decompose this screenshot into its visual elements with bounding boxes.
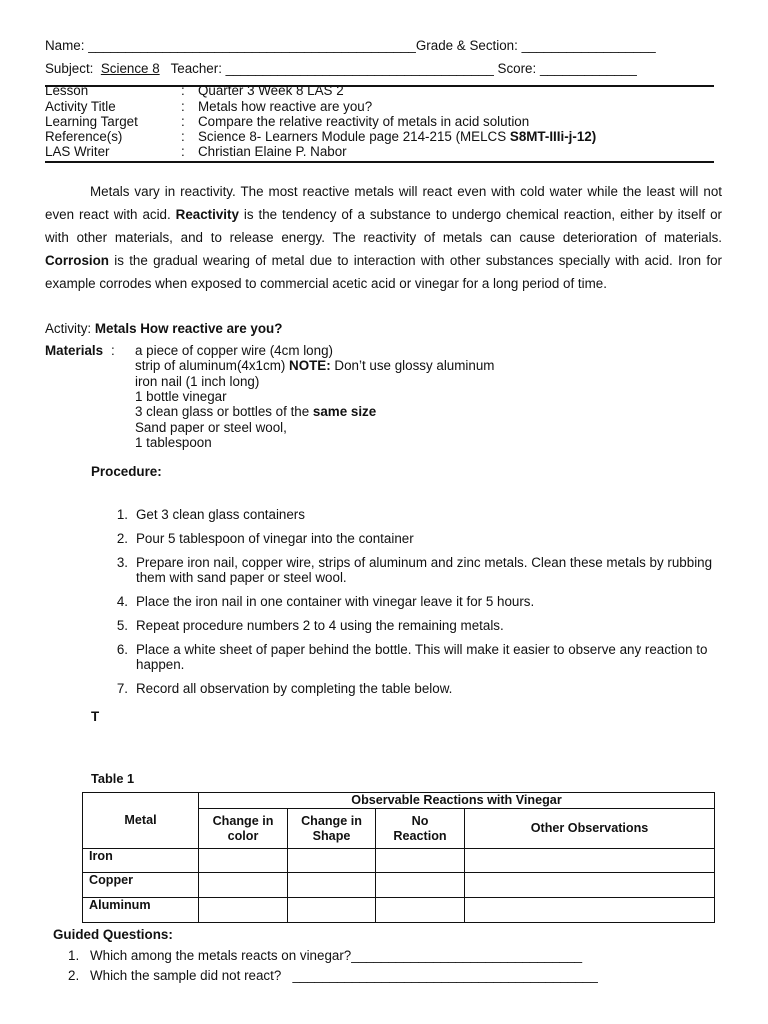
material-item xyxy=(135,374,259,389)
material-item xyxy=(135,420,287,435)
row-label-copper: Copper xyxy=(83,873,199,898)
info-separator: : xyxy=(181,114,185,129)
cell-input[interactable] xyxy=(465,898,715,923)
material-text: Sand paper or steel wool, xyxy=(135,419,287,435)
row-label-aluminum: Aluminum xyxy=(83,898,199,923)
table-row xyxy=(83,898,715,923)
cell-input[interactable] xyxy=(376,873,465,898)
material-item xyxy=(135,435,212,450)
info-label: Lesson xyxy=(45,83,89,98)
info-separator: : xyxy=(181,99,185,114)
material-item xyxy=(135,358,494,373)
activity-title: Metals How reactive are you? xyxy=(94,321,283,336)
info-separator: : xyxy=(181,144,185,159)
info-label: Reference(s) xyxy=(45,129,123,144)
step-number: 2. xyxy=(116,531,128,546)
info-value-text: Compare the relative reactivity of metals in acid solution xyxy=(198,114,530,129)
step-text: Prepare iron nail, copper wire, strips of aluminum and zinc metals. Clean these metals by rubbing them with sand paper or steel wool. xyxy=(136,555,713,585)
question-text: Which the sample did not react? xyxy=(90,968,282,983)
materials-label: Materials xyxy=(45,343,104,358)
step-text: Get 3 clean glass containers xyxy=(136,507,305,522)
observation-table xyxy=(82,792,715,923)
teacher-label: Teacher: xyxy=(170,61,222,76)
cell-input[interactable] xyxy=(199,873,288,898)
subject-line xyxy=(45,61,637,76)
col-header-other-observations: Other Observations xyxy=(465,809,715,849)
activity-label: Activity: xyxy=(45,321,95,336)
answer-blank[interactable]: _________________________________________ xyxy=(281,968,598,983)
score-label: Score: xyxy=(497,61,537,76)
name-blank[interactable]: ____________________________________________ xyxy=(88,38,416,53)
subject-label: Subject: xyxy=(45,61,94,76)
question xyxy=(90,948,582,963)
step-number: 1. xyxy=(116,507,128,522)
material-emphasis: NOTE: xyxy=(289,358,331,374)
cell-input[interactable] xyxy=(288,849,376,873)
step-number: 7. xyxy=(116,681,128,696)
info-value xyxy=(198,129,596,144)
info-label: Learning Target xyxy=(45,114,138,129)
header-bottom-rule xyxy=(45,161,714,163)
materials-colon: : xyxy=(111,343,115,358)
info-value-text: Science 8- Learners Module page 214-215 (MELCS xyxy=(198,129,510,144)
col-header-change-color: Change in color xyxy=(199,809,288,849)
step-text: Pour 5 tablespoon of vinegar into the container xyxy=(136,531,414,546)
intro-paragraph xyxy=(45,180,722,295)
answer-blank[interactable]: _______________________________ xyxy=(351,948,583,963)
table-row xyxy=(83,873,715,898)
stray-letter: T xyxy=(91,709,100,724)
step-text: Repeat procedure numbers 2 to 4 using the remaining metals. xyxy=(136,618,504,633)
material-text: iron nail (1 inch long) xyxy=(135,373,260,389)
cell-input[interactable] xyxy=(376,898,465,923)
intro-part-3: is the gradual wearing of metal due to interaction with other substances specially with acid. Iron for example corrodes when exposed to commercial acetic acid or vinegar for a long period of time. xyxy=(45,253,722,291)
activity-line xyxy=(45,321,282,336)
material-item xyxy=(135,404,376,419)
question-text: Which among the metals reacts on vinegar? xyxy=(90,948,352,963)
info-separator: : xyxy=(181,83,185,98)
material-text: 3 clean glass or bottles of the xyxy=(135,404,313,420)
cell-input[interactable] xyxy=(376,849,465,873)
info-value xyxy=(198,144,347,159)
cell-input[interactable] xyxy=(465,849,715,873)
score-blank[interactable]: _____________ xyxy=(539,61,637,76)
cell-input[interactable] xyxy=(199,849,288,873)
col-header-no-reaction: No Reaction xyxy=(376,809,465,849)
header-top-rule xyxy=(45,85,714,87)
reactivity-term: Reactivity xyxy=(175,207,239,222)
info-value-text: Quarter 3 Week 8 LAS 2 xyxy=(198,83,344,98)
material-text: 1 bottle vinegar xyxy=(135,388,227,404)
info-value xyxy=(198,99,372,114)
intro-part-2: is the tendency of a substance to undergo chemical reaction, either by itself or with other materials, and to release energy. The reactivity of metals can cause deterioration of materials. xyxy=(45,207,722,245)
question-number: 2. xyxy=(68,968,80,983)
name-label: Name: xyxy=(45,38,85,53)
info-value xyxy=(198,114,529,129)
col-header-change-shape: Change in Shape xyxy=(288,809,376,849)
teacher-blank[interactable]: ____________________________________ xyxy=(225,61,494,76)
corrosion-term: Corrosion xyxy=(45,253,109,268)
info-value-code: S8MT-IIIi-j-12) xyxy=(509,129,597,144)
info-label: LAS Writer xyxy=(45,144,110,159)
cell-input[interactable] xyxy=(465,873,715,898)
material-item xyxy=(135,389,227,404)
step-number: 4. xyxy=(116,594,128,609)
material-emphasis: same size xyxy=(312,404,377,420)
step-number: 5. xyxy=(116,618,128,633)
cell-input[interactable] xyxy=(199,898,288,923)
cell-input[interactable] xyxy=(288,898,376,923)
step-text: Record all observation by completing the table below. xyxy=(136,681,453,696)
info-value-text: Christian Elaine P. Nabor xyxy=(198,144,347,159)
grade-label: Grade & Section: xyxy=(415,38,518,53)
material-text: a piece of copper wire (4cm long) xyxy=(135,343,333,358)
intro-part-1: Metals vary in reactivity. The most reactive metals will react even with cold water while the least will not even react with acid. xyxy=(45,184,722,222)
table-caption: Table 1 xyxy=(91,771,135,786)
material-text: 1 tablespoon xyxy=(135,434,212,450)
info-label: Activity Title xyxy=(45,99,116,114)
cell-input[interactable] xyxy=(288,873,376,898)
step-number: 6. xyxy=(116,642,128,657)
subject-value: Science 8 xyxy=(100,61,160,76)
group-header: Observable Reactions with Vinegar xyxy=(199,793,715,809)
name-line xyxy=(45,38,656,53)
metal-header: Metal xyxy=(83,793,199,849)
procedure-heading: Procedure: xyxy=(91,464,162,479)
step-text: Place a white sheet of paper behind the bottle. This will make it easier to observe any reaction to happen. xyxy=(136,642,708,672)
material-tail: Don’t use glossy aluminum xyxy=(330,358,495,374)
material-item xyxy=(135,343,333,358)
info-value-text: Metals how reactive are you? xyxy=(198,99,373,114)
step-number: 3. xyxy=(116,555,128,570)
info-separator: : xyxy=(181,129,185,144)
step-text: Place the iron nail in one container with vinegar leave it for 5 hours. xyxy=(136,594,535,609)
row-label-iron: Iron xyxy=(83,849,199,873)
guided-heading: Guided Questions: xyxy=(53,927,173,942)
question-number: 1. xyxy=(68,948,80,963)
info-value xyxy=(198,83,344,98)
material-text: strip of aluminum(4x1cm) xyxy=(135,358,290,374)
grade-blank[interactable]: __________________ xyxy=(521,38,656,53)
table-row xyxy=(83,849,715,873)
question xyxy=(90,968,598,983)
